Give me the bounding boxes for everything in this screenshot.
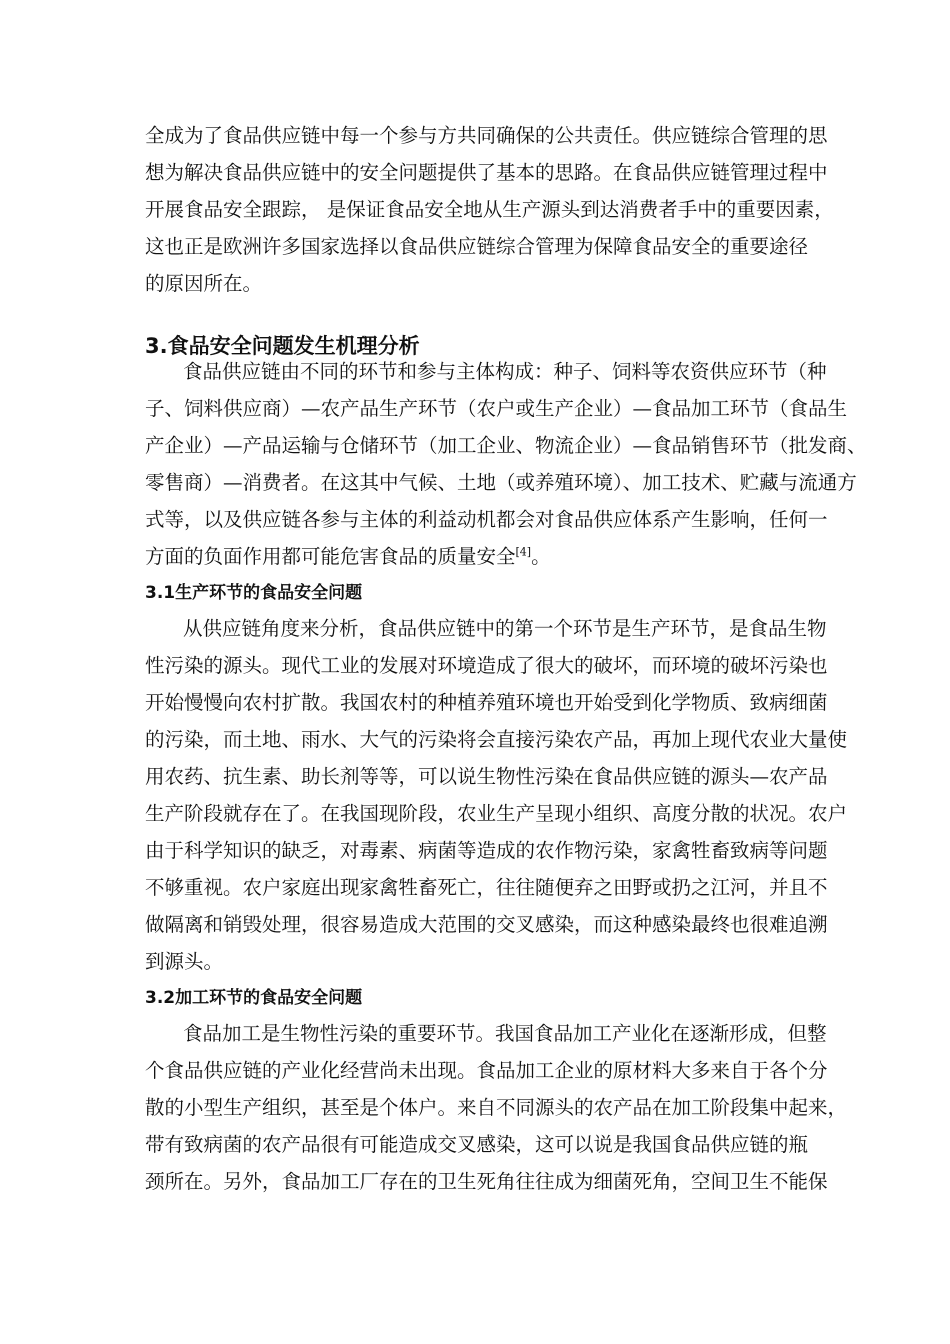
paragraph-line: 子、饲料供应商）—农产品生产环节（农户或生产企业）—食品加工环节（食品生 [145, 397, 848, 420]
paragraph-line: 散的小型生产组织，甚至是个体户。来自不同源头的农产品在加工阶段集中起来， [145, 1096, 848, 1119]
paragraph-line: 生产阶段就存在了。在我国现阶段，农业生产呈现小组织、高度分散的状况。农户 [145, 802, 848, 825]
citation-reference: [4] [515, 545, 532, 559]
subsection-heading: 3.2加工环节的食品安全问题 [145, 988, 363, 1008]
paragraph-line [145, 545, 815, 569]
paragraph-line: 做隔离和销毁处理，很容易造成大范围的交叉感染，而这种感染最终也很难追溯 [145, 913, 828, 936]
paragraph-line: 的原因所在。 [145, 272, 263, 295]
paragraph-line: 食品加工是生物性污染的重要环节。我国食品加工产业化在逐渐形成，但整 [183, 1022, 827, 1045]
section-heading: 3.食品安全问题发生机理分析 [145, 334, 420, 358]
paragraph-line: 想为解决食品供应链中的安全问题提供了基本的思路。在食品供应链管理过程中 [145, 161, 828, 184]
paragraph-line-text: 方面的负面作用都可能危害食品的质量安全 [145, 545, 516, 568]
paragraph-line: 产企业）—产品运输与仓储环节（加工企业、物流企业）—食品销售环节（批发商、 [145, 434, 867, 457]
paragraph-line: 食品供应链由不同的环节和参与主体构成：种子、饲料等农资供应环节（种 [183, 360, 827, 383]
paragraph-line: 不够重视。农户家庭出现家禽牲畜死亡，往往随便弃之田野或扔之江河，并且不 [145, 876, 828, 899]
paragraph-line: 开始慢慢向农村扩散。我国农村的种植养殖环境也开始受到化学物质、致病细菌 [145, 691, 828, 714]
paragraph-line: 由于科学知识的缺乏，对毒素、病菌等造成的农作物污染，家禽牲畜致病等问题 [145, 839, 828, 862]
paragraph-line: 到源头。 [145, 950, 224, 973]
paragraph-line: 用农药、抗生素、助长剂等等，可以说生物性污染在食品供应链的源头—农产品 [145, 765, 828, 788]
subsection-heading: 3.1生产环节的食品安全问题 [145, 583, 363, 603]
paragraph-line: 带有致病菌的农产品很有可能造成交叉感染，这可以说是我国食品供应链的瓶 [145, 1133, 809, 1156]
paragraph-line: 全成为了食品供应链中每一个参与方共同确保的公共责任。供应链综合管理的思 [145, 124, 828, 147]
paragraph-line: 个食品供应链的产业化经营尚未出现。食品加工企业的原材料大多来自于各个分 [145, 1059, 828, 1082]
paragraph-line-tail: 。 [531, 545, 551, 568]
paragraph-line: 的污染，而土地、雨水、大气的污染将会直接污染农产品，再加上现代农业大量使 [145, 728, 848, 751]
paragraph-line: 式等，以及供应链各参与主体的利益动机都会对食品供应体系产生影响，任何一 [145, 508, 828, 531]
paragraph-line: 颈所在。另外，食品加工厂存在的卫生死角往往成为细菌死角，空间卫生不能保 [145, 1170, 828, 1193]
paragraph-line: 零售商）—消费者。在这其中气候、土地（或养殖环境）、加工技术、贮藏与流通方 [145, 471, 857, 494]
paragraph-line: 开展食品安全跟踪， 是保证食品安全地从生产源头到达消费者手中的重要因素， [145, 198, 834, 221]
paragraph-line: 这也正是欧洲许多国家选择以食品供应链综合管理为保障食品安全的重要途径 [145, 235, 809, 258]
paragraph-line: 性污染的源头。现代工业的发展对环境造成了很大的破坏，而环境的破坏污染也 [145, 654, 828, 677]
paragraph-line: 从供应链角度来分析，食品供应链中的第一个环节是生产环节，是食品生物 [183, 617, 827, 640]
